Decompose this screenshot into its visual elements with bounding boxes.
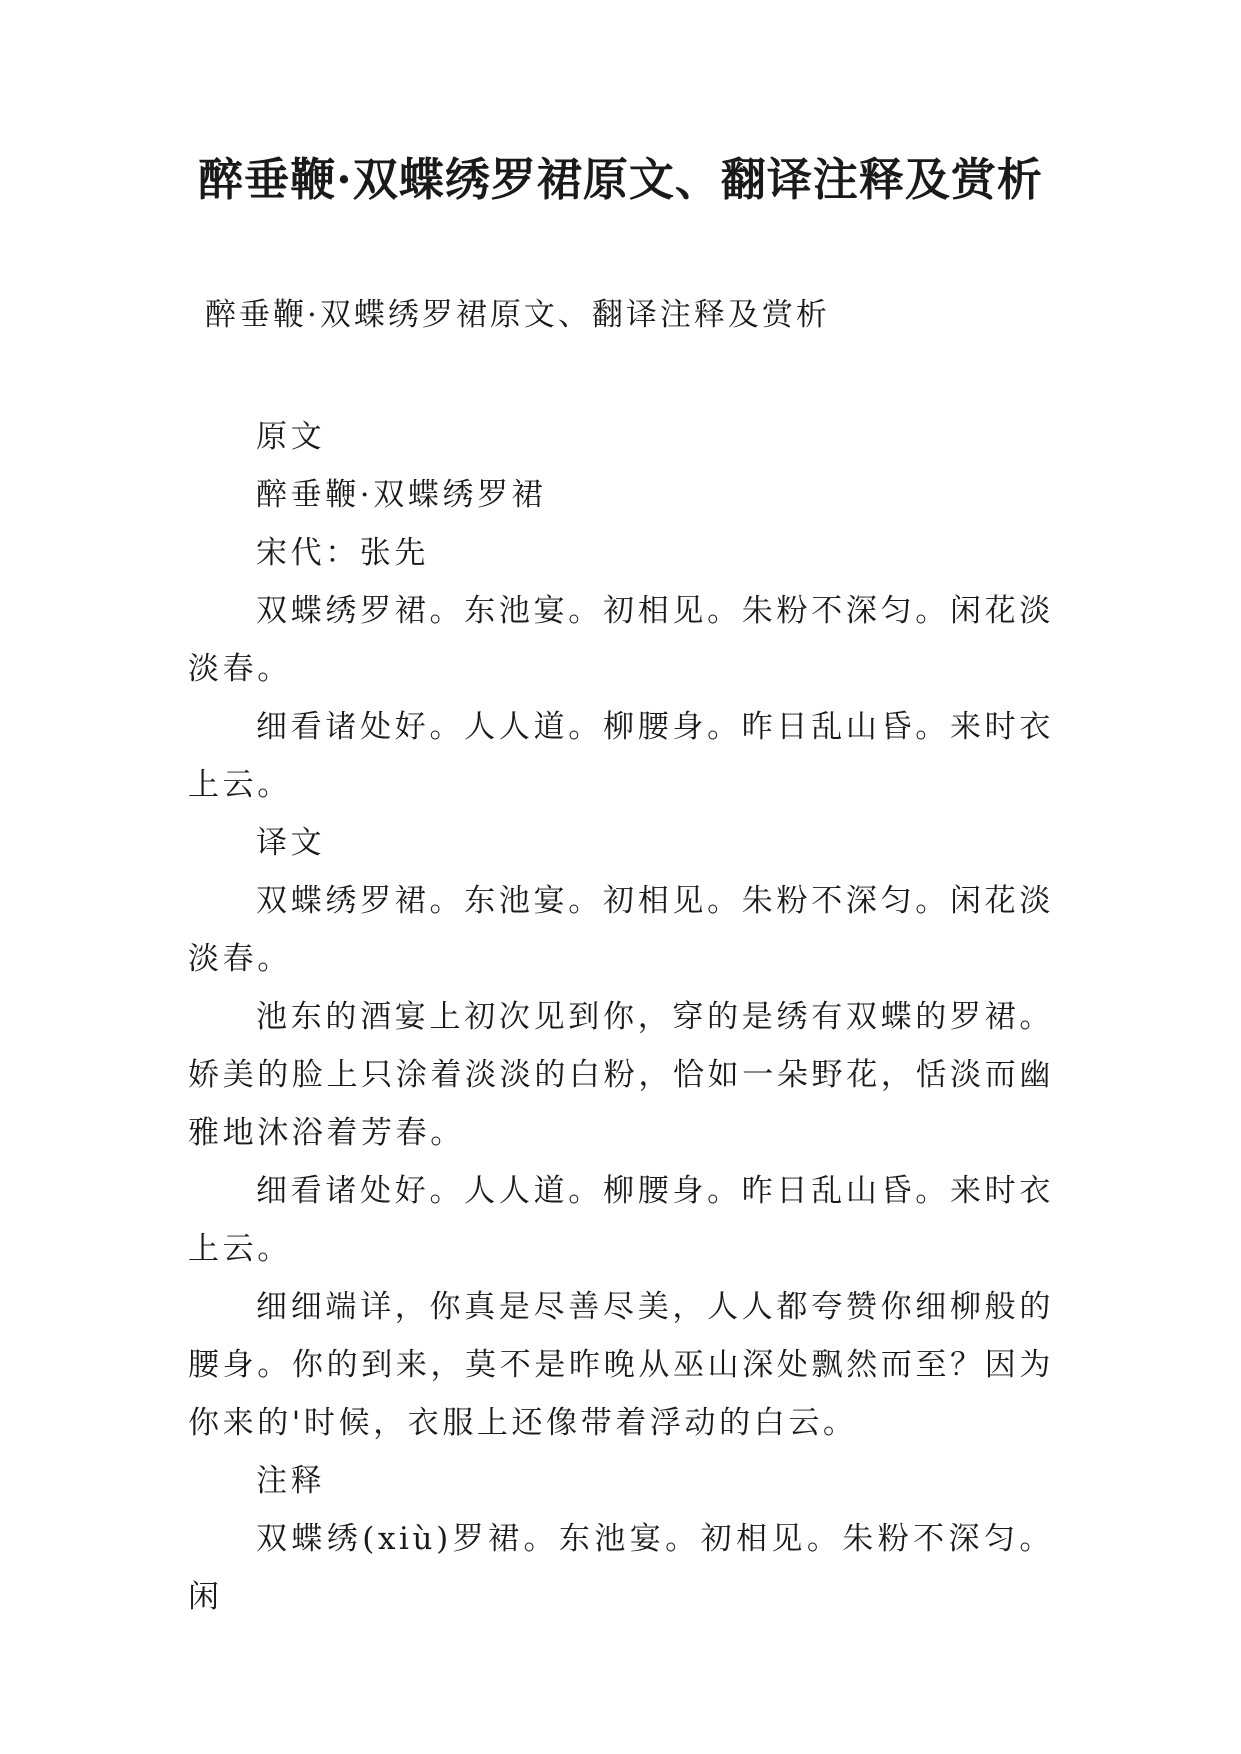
poem-author: 宋代：张先 <box>256 535 429 571</box>
translation-stanza-1-original: 双蝶绣罗裙。东池宴。初相见。朱粉不深匀。闲花淡淡春。 <box>188 883 1054 977</box>
poem-stanza-2: 细看诸处好。人人道。柳腰身。昨日乱山昏。来时衣上云。 <box>188 709 1054 803</box>
document-body <box>188 408 1054 1626</box>
translation-stanza-2-original: 细看诸处好。人人道。柳腰身。昨日乱山昏。来时衣上云。 <box>188 1173 1054 1267</box>
translation-stanza-2-text: 细细端详，你真是尽善尽美，人人都夸赞你细柳般的腰身。你的到来，莫不是昨晚从巫山深处飘然而至？因为你来的'时候，衣服上还像带着浮动的白云。 <box>188 1289 1054 1441</box>
section-heading-original: 原文 <box>256 419 326 455</box>
translation-stanza-1-text: 池东的酒宴上初次见到你，穿的是绣有双蝶的罗裙。娇美的脸上只涂着淡淡的白粉，恰如一朵野花，恬淡而幽雅地沐浴着芳春。 <box>188 999 1054 1151</box>
poem-stanza-1: 双蝶绣罗裙。东池宴。初相见。朱粉不深匀。闲花淡淡春。 <box>188 593 1054 687</box>
notes-line-1: 双蝶绣(xiù)罗裙。东池宴。初相见。朱粉不深匀。闲 <box>188 1521 1054 1615</box>
poem-title: 醉垂鞭·双蝶绣罗裙 <box>256 477 547 513</box>
section-heading-notes: 注释 <box>256 1463 326 1499</box>
document-title: 醉垂鞭·双蝶绣罗裙原文、翻译注释及赏析 <box>198 153 1043 206</box>
document-subtitle: 醉垂鞭·双蝶绣罗裙原文、翻译注释及赏析 <box>205 297 830 333</box>
section-heading-translation: 译文 <box>256 825 326 861</box>
